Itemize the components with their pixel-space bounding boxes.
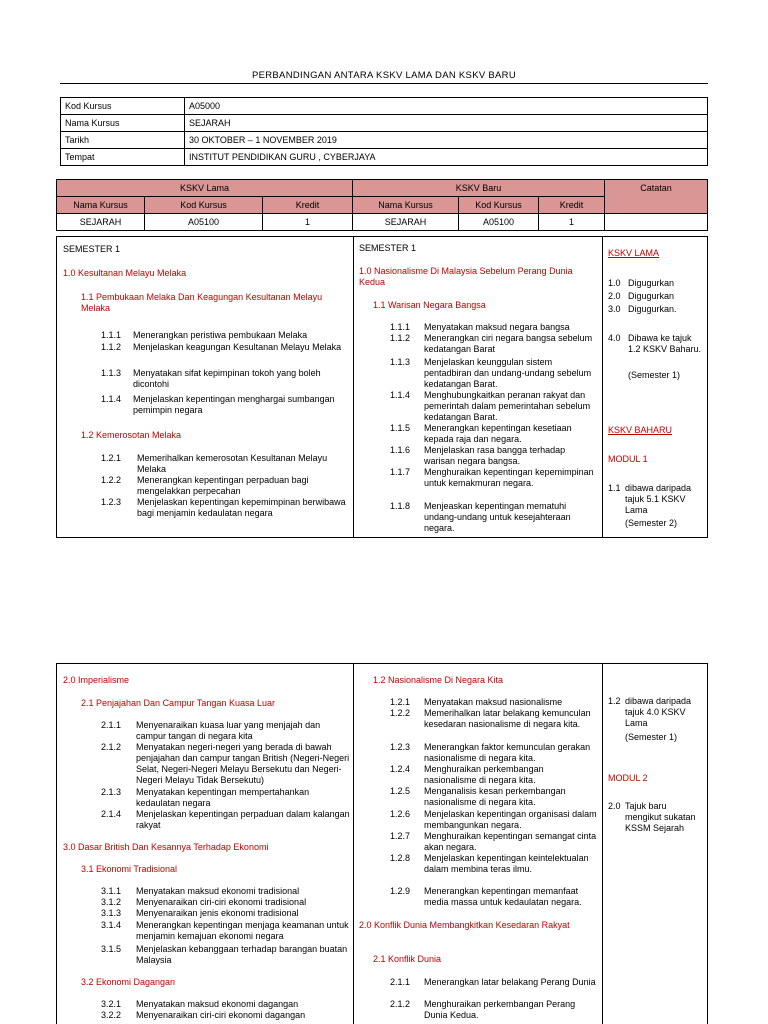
- baru-kredit-header: Kredit: [539, 197, 605, 214]
- note-number: 4.0: [608, 333, 621, 343]
- kskv-baru-header: KSKV Baru: [353, 180, 605, 197]
- info-label: Nama Kursus: [61, 115, 185, 132]
- modul-label: MODUL 2: [608, 773, 648, 783]
- note-text: Digugurkan: [628, 291, 675, 301]
- item-text: Menyatakan sifat kepimpinan tokoh yang boleh dicontohi: [133, 368, 321, 389]
- item-number: 3.1.5: [101, 944, 122, 954]
- note-text: Tajuk baru mengikut sukatan KSSM Sejarah: [625, 801, 696, 833]
- lama-kredit-value: 1: [263, 214, 353, 231]
- lama-nama-value: SEJARAH: [57, 214, 145, 231]
- column-divider: [602, 236, 603, 538]
- item-text: Menerangkan kepentingan menjaga keamanan untuk menjamin kemajuan ekonomi negara: [136, 920, 349, 941]
- item-number: 1.2.2: [390, 708, 411, 718]
- item-number: 1.1.3: [101, 368, 122, 378]
- item-number: 1.1.7: [390, 467, 411, 477]
- subtopic-heading: 1.1 Pembukaan Melaka Dan Keagungan Kesultanan Melayu Melaka: [81, 292, 323, 313]
- item-number: 2.1.4: [101, 809, 122, 819]
- column-divider: [353, 236, 354, 538]
- topic-heading: 1.0 Kesultanan Melayu Melaka: [63, 268, 187, 278]
- item-number: 3.2.1: [101, 999, 122, 1009]
- note-semester: (Semester 1): [628, 370, 681, 380]
- item-text: Menyatakan maksud nasionalisme: [424, 697, 563, 707]
- item-text: Menjeaskan kepentingan mematuhi undang-undang untuk kesejahteraan negara.: [424, 501, 571, 533]
- kskv-baharu-label: KSKV BAHARU: [608, 425, 673, 435]
- item-text: Menyenaraikan ciri-ciri ekonomi tradisional: [136, 897, 307, 907]
- item-number: 3.1.1: [101, 886, 122, 896]
- info-value: A05000: [185, 98, 708, 115]
- note-number: 2.0: [608, 801, 621, 811]
- item-number: 2.1.1: [101, 720, 122, 730]
- item-text: Menerangkan latar belakang Perang Dunia: [424, 977, 596, 987]
- item-number: 2.1.2: [101, 742, 122, 752]
- item-text: Menyenaraikan kuasa luar yang menjajah dan campur tangan di negara kita: [136, 720, 321, 741]
- item-number: 1.1.5: [390, 423, 411, 433]
- item-text: Menjelaskan keagungan Kesultanan Melayu Melaka: [133, 342, 342, 352]
- item-number: 1.2.5: [390, 786, 411, 796]
- lama-kod-value: A05100: [145, 214, 263, 231]
- note-text: Digugurkan.: [628, 304, 677, 314]
- note-text: dibawa daripada tajuk 4.0 KSKV Lama: [625, 696, 692, 728]
- item-text: Menghubungkaitkan peranan rakyat dan pemerintah dalam pemerintahan sebelum kedatangan Barat.: [424, 390, 591, 422]
- catatan-value: [605, 214, 708, 231]
- item-number: 1.1.4: [390, 390, 411, 400]
- subtopic-heading: 3.2 Ekonomi Dagangan: [81, 977, 176, 987]
- item-text: Menerangkan kepentingan perpaduan bagi mengelakkan perpecahan: [137, 475, 309, 496]
- item-text: Menghuraikan kepentingan semangat cinta akan negara.: [424, 831, 597, 852]
- item-number: 3.1.2: [101, 897, 122, 907]
- topic-heading: 2.0 Imperialisme: [63, 675, 130, 685]
- item-text: Menjelaskan kepentingan menghargai sumbangan pemimpin negara: [133, 394, 335, 415]
- item-text: Menjelaskan kepentingan perpaduan dalam kalangan rakyat: [136, 809, 350, 830]
- item-number: 2.1.2: [390, 999, 411, 1009]
- item-text: Menganalisis kesan perkembangan nasionalisme di negara kita.: [424, 786, 566, 807]
- item-text: Menerangkan ciri negara bangsa sebelum kedatangan Barat: [424, 333, 593, 354]
- note-semester: (Semester 1): [625, 732, 678, 742]
- subtopic-heading: 2.1 Penjajahan Dan Campur Tangan Kuasa Luar: [81, 698, 275, 708]
- item-text: Menyatakan kepentingan mempertahankan kedaulatan negara: [136, 787, 310, 808]
- item-number: 2.1.3: [101, 787, 122, 797]
- item-text: Menjelaskan keunggulan sistem pentadbiran dan undang-undang sebelum kedatangan Barat.: [424, 357, 592, 389]
- info-label: Kod Kursus: [61, 98, 185, 115]
- info-row: [61, 98, 708, 115]
- note-number: 1.0: [608, 278, 621, 288]
- kskv-lama-header: KSKV Lama: [57, 180, 353, 197]
- item-number: 1.1.8: [390, 501, 411, 511]
- subtopic-heading: 1.1 Warisan Negara Bangsa: [373, 300, 486, 310]
- item-text: Memerihalkan latar belakang kemunculan kesedaran nasionalisme di negara kita.: [424, 708, 591, 729]
- info-label: Tarikh: [61, 132, 185, 149]
- subtopic-heading: 2.1 Konflik Dunia: [373, 954, 442, 964]
- note-text: dibawa daripada tajuk 5.1 KSKV Lama: [625, 483, 692, 515]
- info-row: [61, 132, 708, 149]
- item-text: Menghuraikan perkembangan nasionalisme di negara kita.: [424, 764, 544, 785]
- item-number: 1.2.1: [390, 697, 411, 707]
- item-number: 1.2.9: [390, 886, 411, 896]
- item-text: Menyatakan maksud ekonomi tradisional: [136, 886, 300, 896]
- subtopic-heading: 1.2 Kemerosotan Melaka: [81, 430, 182, 440]
- column-divider: [353, 663, 354, 1024]
- modul-label: MODUL 1: [608, 454, 648, 464]
- note-text: Digugurkan: [628, 278, 675, 288]
- semester-label: SEMESTER 1: [359, 243, 417, 253]
- note-number: 1.1: [608, 483, 621, 493]
- item-number: 3.1.3: [101, 908, 122, 918]
- item-text: Menerangkan faktor kemunculan gerakan nasionalisme di negara kita.: [424, 742, 591, 763]
- info-label: Tempat: [61, 149, 185, 166]
- item-number: 3.1.4: [101, 920, 122, 930]
- semester-label: SEMESTER 1: [63, 244, 121, 254]
- item-text: Menerangkan kepentingan memanfaat media massa untuk kedaulatan negara.: [424, 886, 582, 907]
- item-text: Menjelaskan kepentingan keintelektualan dalam membina teras ilmu.: [424, 853, 589, 874]
- item-text: Menyenaraikan ciri-ciri ekonomi dagangan: [136, 1010, 306, 1020]
- item-number: 1.1.3: [390, 357, 411, 367]
- note-text: Dibawa ke tajuk 1.2 KSKV Baharu.: [628, 333, 702, 354]
- item-number: 1.1.2: [101, 342, 122, 352]
- title-rule: [60, 83, 708, 84]
- item-number: 1.2.8: [390, 853, 411, 863]
- item-number: 1.1.6: [390, 445, 411, 455]
- baru-kod-kursus-header: Kod Kursus: [459, 197, 539, 214]
- item-number: 1.2.7: [390, 831, 411, 841]
- baru-nama-kursus-header: Nama Kursus: [353, 197, 459, 214]
- item-number: 1.2.1: [101, 453, 122, 463]
- info-value: 30 OKTOBER – 1 NOVEMBER 2019: [185, 132, 708, 149]
- course-info-table: [60, 97, 708, 166]
- lama-kredit-header: Kredit: [263, 197, 353, 214]
- info-row: [61, 115, 708, 132]
- column-divider: [602, 663, 603, 1024]
- item-text: Menerangkan kepentingan kesetiaan kepada raja dan negara.: [424, 423, 572, 444]
- baru-kredit-value: 1: [539, 214, 605, 231]
- item-text: Menyatakan negeri-negeri yang berada di bawah penjajahan dan campur tangan British (Negeri-Negeri Selat, Negeri-Negeri Melayu Bersekutu dan Negeri-Negeri Melayu Tidak Bersekutu): [136, 742, 350, 785]
- subtopic-heading: 3.1 Ekonomi Tradisional: [81, 864, 178, 874]
- item-number: 3.2.2: [101, 1010, 122, 1020]
- note-number: 1.2: [608, 696, 621, 706]
- item-text: Menghuraikan perkembangan Perang Dunia Kedua.: [424, 999, 576, 1020]
- item-number: 1.1.4: [101, 394, 122, 404]
- lama-nama-kursus-header: Nama Kursus: [57, 197, 145, 214]
- topic-heading: 1.0 Nasionalisme Di Malaysia Sebelum Perang Dunia Kedua: [359, 266, 573, 287]
- item-text: Menjelaskan kepentingan kepemimpinan berwibawa bagi menjamin kedaulatan negara: [137, 497, 346, 518]
- item-text: Memerihalkan kemerosotan Kesultanan Melayu Melaka: [137, 453, 328, 474]
- baru-nama-value: SEJARAH: [353, 214, 459, 231]
- item-number: 1.2.6: [390, 809, 411, 819]
- topic-heading: 2.0 Konflik Dunia Membangkitkan Kesedaran Rakyat: [359, 920, 570, 930]
- item-number: 1.2.4: [390, 764, 411, 774]
- kskv-lama-label: KSKV LAMA: [608, 248, 660, 258]
- catatan-header: Catatan: [605, 180, 708, 214]
- item-text: Menjelaskan rasa bangga terhadap warisan negara bangsa.: [424, 445, 566, 466]
- item-text: Menjelaskan kebanggaan terhadap barangan buatan Malaysia: [136, 944, 348, 965]
- item-number: 2.1.1: [390, 977, 411, 987]
- item-number: 1.2.3: [390, 742, 411, 752]
- item-number: 1.1.2: [390, 333, 411, 343]
- item-text: Menerangkan peristiwa pembukaan Melaka: [133, 330, 308, 340]
- info-value: INSTITUT PENDIDIKAN GURU , CYBERJAYA: [185, 149, 708, 166]
- item-text: Menyenaraikan jenis ekonomi tradisional: [136, 908, 299, 918]
- item-text: Menjelaskan kepentingan organisasi dalam membangunkan negara.: [424, 809, 597, 830]
- item-number: 1.2.2: [101, 475, 122, 485]
- item-text: Menyatakan maksud negara bangsa: [424, 322, 570, 332]
- item-number: 1.1.1: [101, 330, 122, 340]
- lama-kod-kursus-header: Kod Kursus: [145, 197, 263, 214]
- item-number: 1.2.3: [101, 497, 122, 507]
- comparison-table: [56, 179, 708, 231]
- info-value: SEJARAH: [185, 115, 708, 132]
- note-number: 2.0: [608, 291, 621, 301]
- subtopic-heading: 1.2 Nasionalisme Di Negara Kita: [373, 675, 504, 685]
- topic-heading: 3.0 Dasar British Dan Kesannya Terhadap Ekonomi: [63, 842, 269, 852]
- page-title: PERBANDINGAN ANTARA KSKV LAMA DAN KSKV BARU: [251, 70, 517, 81]
- note-number: 3.0: [608, 304, 621, 314]
- info-row: [61, 149, 708, 166]
- note-semester: (Semester 2): [625, 518, 678, 528]
- baru-kod-value: A05100: [459, 214, 539, 231]
- item-number: 1.1.1: [390, 322, 411, 332]
- item-text: Menyatakan maksud ekonomi dagangan: [136, 999, 299, 1009]
- item-text: Menghuraikan kepentingan kepemimpinan untuk kemakmuran negara.: [424, 467, 594, 488]
